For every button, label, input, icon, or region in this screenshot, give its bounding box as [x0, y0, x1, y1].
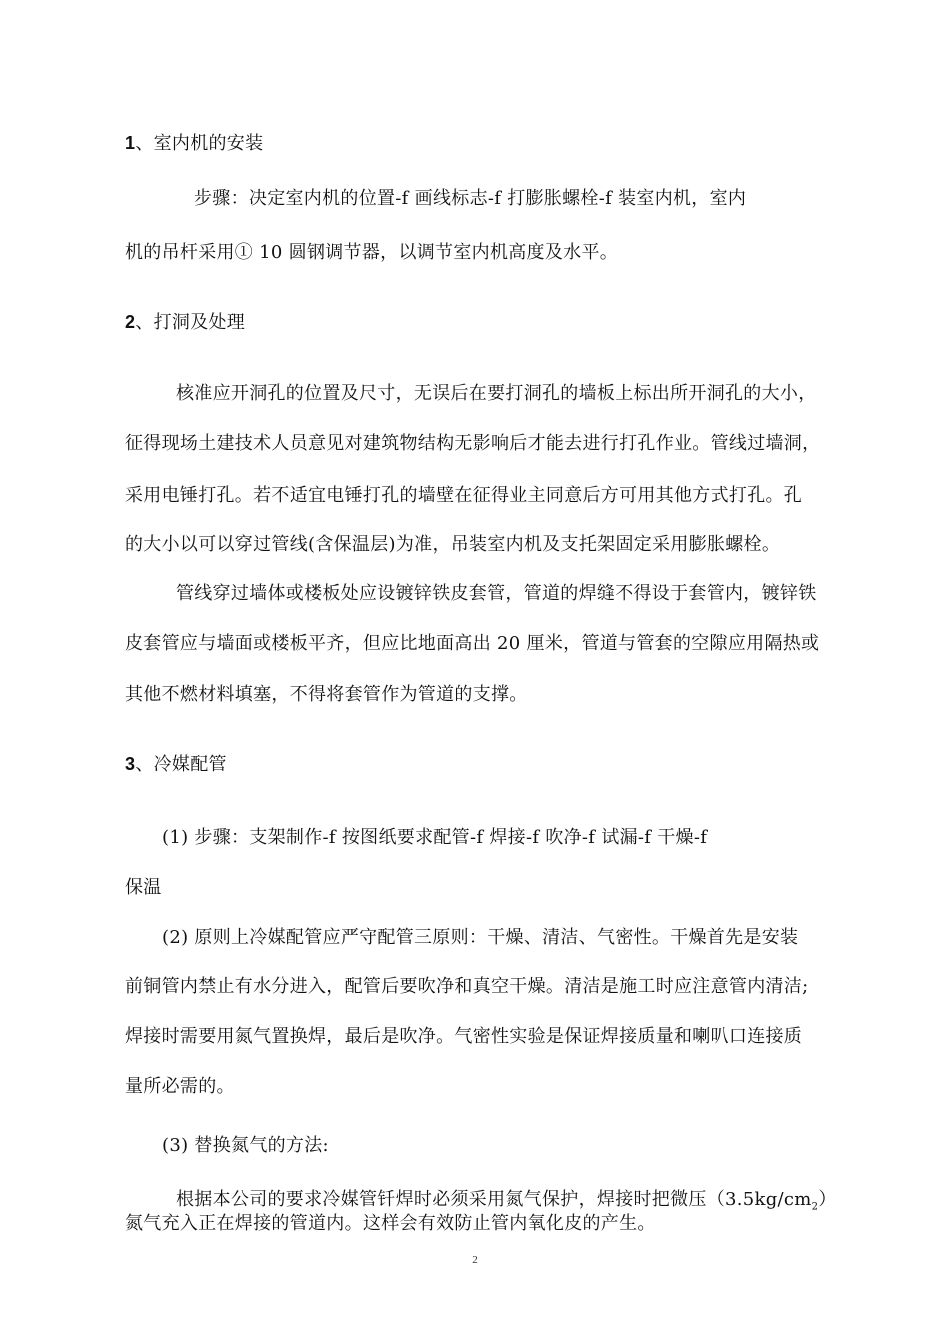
paragraph-line: 保温 [125, 877, 162, 898]
paragraph-line: 量所必需的。 [125, 1076, 235, 1097]
paragraph-line: 其他不燃材料填塞，不得将套管作为管道的支撑。 [125, 684, 528, 705]
paragraph-line: 焊接时需要用氮气置换焊，最后是吹净。气密性实验是保证焊接质量和喇叭口连接质 [125, 1026, 803, 1047]
section-number: 1 [125, 133, 136, 153]
paragraph-line: (1) 步骤：支架制作-f 按图纸要求配管-f 焊接-f 吹净-f 试漏-f 干燥-f [162, 827, 708, 848]
paragraph-line: 采用电锤打孔。若不适宜电锤打孔的墙壁在征得业主同意后方可用其他方式打孔。孔 [125, 485, 803, 506]
section-heading [125, 752, 227, 777]
paragraph-line: 氮气充入正在焊接的管道内。这样会有效防止管内氧化皮的产生。 [125, 1213, 656, 1234]
section-heading [125, 310, 245, 335]
paragraph-line: 管线穿过墙体或楼板处应设镀锌铁皮套管，管道的焊缝不得设于套管内，镀锌铁 [176, 583, 817, 604]
paragraph-line: 步骤：决定室内机的位置-f 画线标志-f 打膨胀螺栓-f 装室内机，室内 [194, 188, 747, 209]
section-number: 3 [125, 754, 136, 774]
section-title: 、冷媒配管 [135, 754, 227, 775]
page-number: 2 [472, 1254, 478, 1266]
paragraph-line: 的大小以可以穿过管线(含保温层)为准，吊装室内机及支托架固定采用膨胀螺栓。 [125, 534, 781, 555]
line-text: ） [818, 1189, 837, 1210]
section-number: 2 [125, 312, 136, 332]
paragraph-line: 征得现场土建技术人员意见对建筑物结构无影响后才能去进行打孔作业。管线过墙洞， [125, 433, 821, 454]
section-title: 、打洞及处理 [135, 312, 246, 333]
paragraph-line: (3) 替换氮气的方法: [162, 1135, 329, 1156]
paragraph-line: 前铜管内禁止有水分进入，配管后要吹净和真空干燥。清洁是施工时应注意管内清洁; [125, 976, 809, 997]
paragraph-line: (2) 原则上冷媒配管应严守配管三原则：干燥、清洁、气密性。干燥首先是安装 [162, 927, 799, 948]
paragraph-line: 核准应开洞孔的位置及尺寸，无误后在要打洞孔的墙板上标出所开洞孔的大小， [176, 383, 817, 404]
section-heading [125, 131, 263, 156]
paragraph-line: 机的吊杆采用① 10 圆钢调节器，以调节室内机高度及水平。 [125, 242, 619, 263]
line-text: 根据本公司的要求冷媒管钎焊时必须采用氮气保护，焊接时把微压（3.5kg/cm [176, 1189, 812, 1210]
paragraph-line: 皮套管应与墙面或楼板平齐，但应比地面高出 20 厘米，管道与管套的空隙应用隔热或 [125, 633, 820, 654]
section-title: 、室内机的安装 [135, 133, 264, 154]
subscript-text: 2 [811, 1201, 819, 1213]
